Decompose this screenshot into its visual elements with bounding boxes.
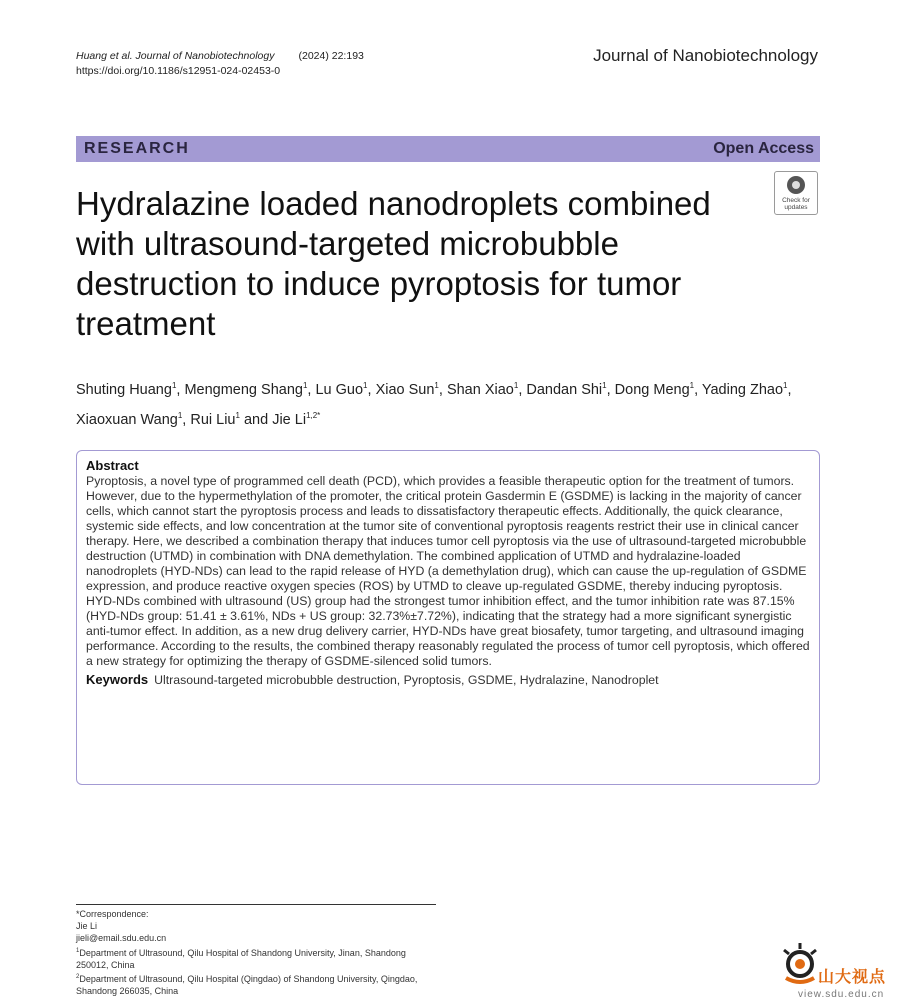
author-affiliation: 1 — [235, 410, 240, 420]
author-name-text: Lu Guo — [315, 381, 364, 398]
citation-authors: Huang et al. — [76, 50, 133, 62]
author-name-text: Jie Li — [272, 411, 307, 428]
correspondence-name: Jie Li — [76, 921, 98, 932]
author-affiliation: 1,2* — [306, 410, 321, 420]
open-access-label: Open Access — [713, 140, 814, 157]
author-name — [376, 382, 439, 398]
check-for-updates-icon[interactable] — [774, 171, 818, 215]
keywords — [86, 672, 810, 688]
author-list: Shuting Huang$^1$, Mengmeng Shang$^1$, Lu Guo$^1$, Xiao Sun$^1$, Shan Xiao$^1$, Dandan Shi$^1$, Dong Meng$^1$, Yading Zhao$^1$, Xiaoxuan Wang$^1$, Rui Liu$^1$ and Jie $Li^{1,2*}$ — [76, 381, 792, 428]
journal-name: Journal of Nanobiotechnology — [593, 46, 818, 65]
affiliation-2 — [76, 971, 436, 997]
author-affiliation: 1 — [434, 381, 439, 390]
author-name — [190, 412, 240, 428]
footnote-rule — [76, 904, 436, 905]
citation-header — [76, 49, 388, 79]
doi-link[interactable]: https://doi.org/10.1186/s12951-024-02453-0 — [76, 65, 281, 77]
author-affiliation: 1 — [177, 410, 183, 420]
keywords-text: Ultrasound-targeted microbubble destruction, Pyroptosis, GSDME, Hydralazine, Nanodroplet — [154, 673, 659, 687]
author-name — [76, 382, 176, 398]
author-name-text: Xiaoxuan Wang — [76, 411, 178, 428]
author-name — [702, 382, 788, 398]
author-affiliation: 1 — [363, 381, 368, 390]
author-affiliation: 1 — [302, 381, 308, 390]
author-name-text: Rui Liu — [190, 411, 236, 428]
author-name — [184, 382, 307, 398]
author-affiliation: 1 — [689, 381, 695, 390]
abstract-heading: Abstract — [86, 458, 139, 473]
abstract-box — [76, 450, 820, 785]
affiliation-1-text: Department of Ultrasound, Qilu Hospital of Shandong University, Jinan, Shandong 250012, China — [76, 947, 406, 970]
author-affiliation: 1 — [602, 381, 607, 390]
keywords-label: Keywords — [86, 672, 149, 687]
abstract-text: Pyroptosis, a novel type of programmed cell death (PCD), which provides a feasible therapeutic option for the treatment of tumors. However, due to the hypermethylation of the promoter, the critical protein Gasdermin E (GSDME) is lacking in the majority of cancer cells, which cannot start the pyroptosis process and leads to dissatisfactory therapeutic effects. Additionally, the quick clearance, systemic side effects, and low concentration at the tumor site of conventional pyroptosis reagents restrict their use in clinical cancer therapy. Here, we described a combination therapy that induces tumor cell pyroptosis via the use of ultrasound-targeted microbubble destruction (UTMD) in combination with DNA demethylation. The combined application of UTMD and hydralazine-loaded nanodroplets (HYD-NDs) can lead to the rapid release of HYD (a demethylation drug), which can cause the up-regulation of GSDME expression, and produce reactive oxygen species (ROS) by UTMD to cleave up-regulated GSDME, thereby inducing pyroptosis. HYD-NDs combined with ultrasound (US) group had the strongest tumor inhibition effect, and the tumor inhibition rate was 87.15% (HYD-NDs group: 51.41 ± 3.61%, NDs + US group: 32.73%±7.72%), indicating that the strategy had a more significant synergistic anti-tumor effect. In addition, as a new drug delivery carrier, HYD-NDs have great biosafety, tumor targeting, and ultrasound imaging performance. According to the results, the combined therapy reasonably regulated the process of tumor cell pyroptosis, which offered a new strategy for optimizing the therapy of GSDME-silenced solid tumors. — [86, 474, 810, 668]
correspondence-label: *Correspondence: — [76, 909, 149, 919]
author-name-text: Dong Meng — [614, 381, 690, 398]
author-affiliation: 1 — [783, 381, 788, 390]
author-name — [615, 382, 694, 398]
author-name-text: Dandan Shi — [526, 381, 603, 398]
affiliation-2-number: 2 — [76, 974, 80, 981]
author-affiliation: 1 — [171, 381, 177, 390]
citation-journal: Journal of Nanobiotechnology — [135, 50, 275, 62]
article-type-band — [76, 136, 820, 162]
author-name-text: Yading Zhao — [701, 381, 784, 398]
author-name-text: Shan Xiao — [446, 381, 514, 398]
author-affiliation: 1 — [513, 381, 519, 390]
article-title: Hydralazine loaded nanodroplets combined with ultrasound-targeted microbubble destruction to induce pyroptosis for tumor treatment — [76, 185, 711, 342]
citation-volume: (2024) 22:193 — [298, 50, 364, 62]
watermark-text: 山大视点 — [818, 969, 887, 986]
correspondence-footnote — [76, 908, 436, 997]
author-name — [315, 382, 367, 398]
author-name — [272, 412, 320, 428]
check-updates-circle — [787, 176, 805, 194]
author-name — [76, 412, 182, 428]
affiliation-2-text: Department of Ultrasound, Qilu Hospital (Qingdao) of Shandong University, Qingdao, Shandong 266035, China — [76, 974, 418, 997]
watermark — [778, 942, 898, 1002]
author-name — [526, 382, 606, 398]
author-name-text: Shuting Huang — [76, 381, 172, 398]
affiliation-1 — [76, 945, 436, 971]
correspondence-email[interactable]: jieli@email.sdu.edu.cn — [76, 933, 167, 944]
affiliation-1-number: 1 — [76, 947, 80, 954]
author-name — [447, 382, 518, 398]
check-updates-label: Check for updates — [782, 197, 810, 211]
watermark-url: view.sdu.edu.cn — [798, 989, 885, 1000]
article-type-label: RESEARCH — [84, 140, 190, 157]
author-name-text: Xiao Sun — [375, 381, 435, 398]
author-name-text: Mengmeng Shang — [184, 381, 303, 398]
watermark-logo-icon — [780, 942, 820, 988]
